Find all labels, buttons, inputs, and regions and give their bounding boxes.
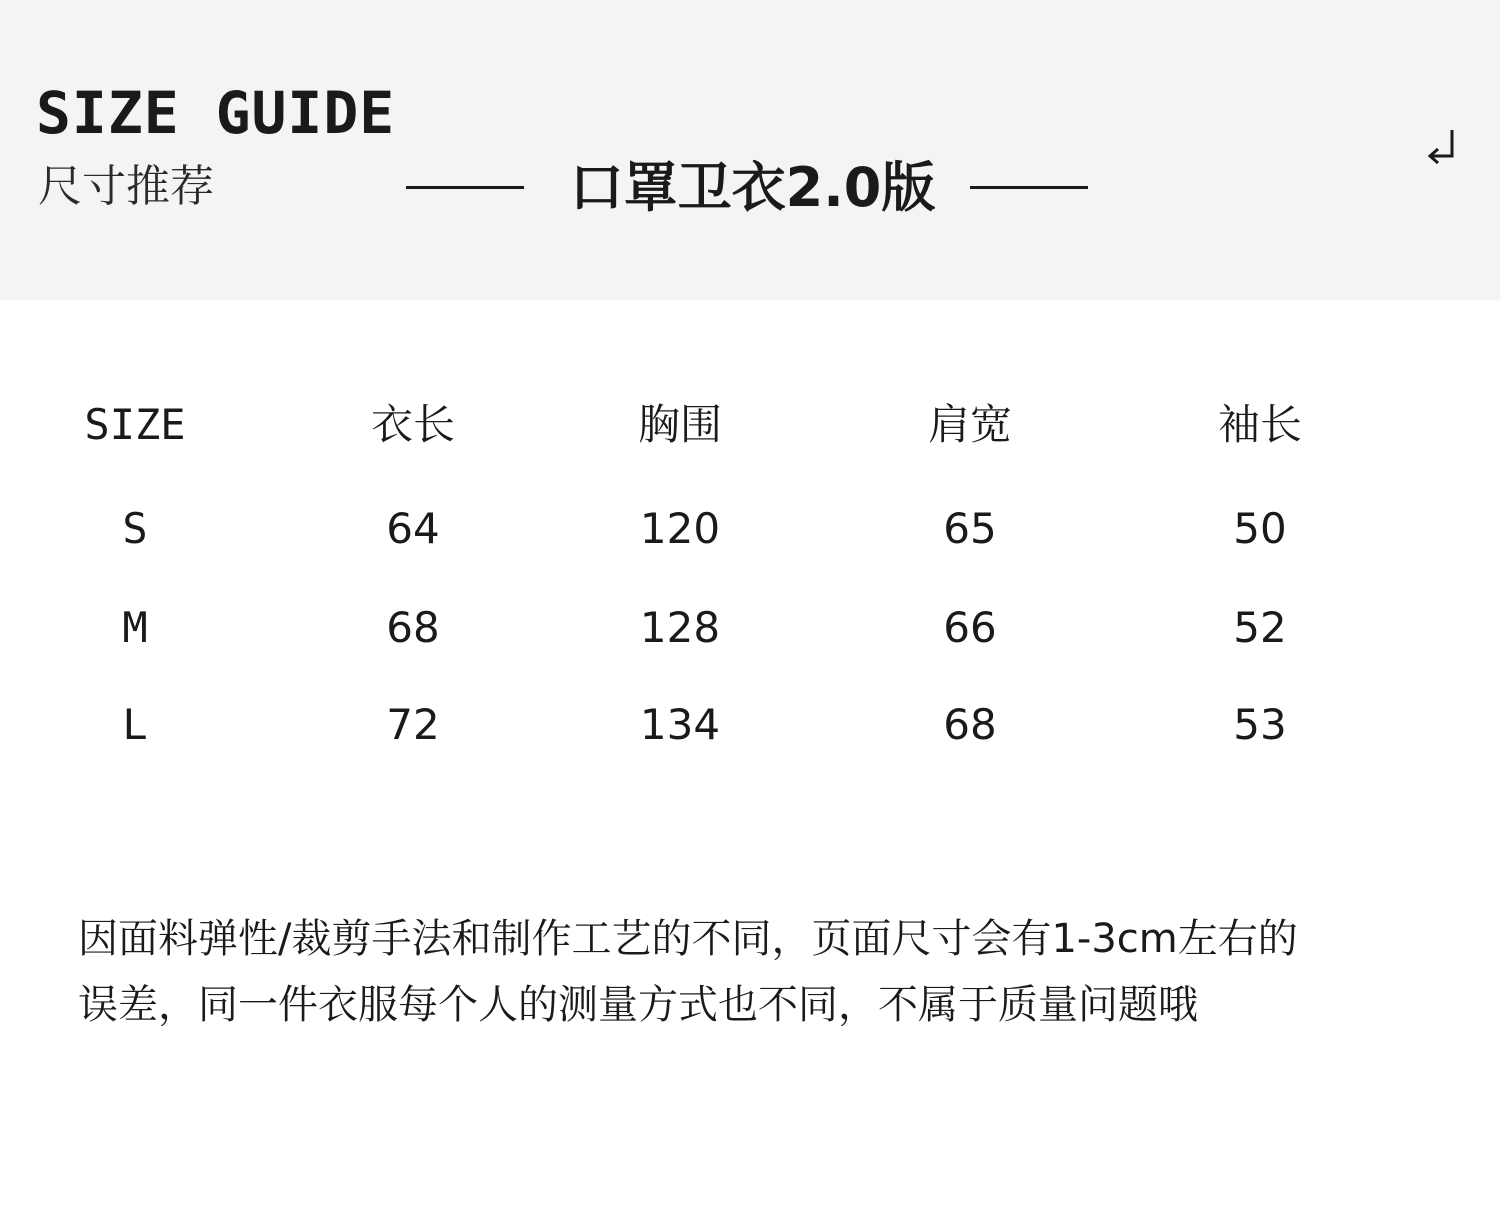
shoulder-cell: 68 — [943, 700, 997, 749]
note-line-1: 因面料弹性/裁剪手法和制作工艺的不同，页面尺寸会有1-3cm左右的 — [78, 916, 1298, 962]
title-chinese: 尺寸推荐 — [38, 161, 214, 212]
column-header-size: SIZE — [84, 400, 186, 449]
column-header-length: 衣长 — [370, 400, 455, 449]
chest-cell: 128 — [639, 603, 721, 652]
chest-cell: 120 — [639, 504, 721, 553]
sleeve-cell: 50 — [1233, 504, 1287, 553]
column-header-chest: 胸围 — [637, 400, 722, 449]
title-english: SIZE GUIDE — [36, 79, 396, 147]
table-row — [0, 494, 1500, 564]
shoulder-cell: 66 — [943, 603, 997, 652]
size-cell: S — [122, 504, 148, 553]
size-cell: L — [122, 700, 148, 749]
divider-right — [970, 186, 1088, 189]
length-cell: 68 — [386, 603, 440, 652]
header-banner — [0, 0, 1500, 300]
chest-cell: 134 — [639, 700, 721, 749]
column-header-sleeve: 袖长 — [1217, 400, 1302, 449]
size-cell: M — [122, 603, 148, 652]
measurement-note — [78, 906, 1418, 1038]
return-arrow-icon — [1424, 126, 1460, 174]
divider-left — [406, 186, 524, 189]
product-name: 口罩卫衣2.0版 — [569, 156, 936, 219]
length-cell: 72 — [386, 700, 440, 749]
table-row — [0, 593, 1500, 663]
column-header-shoulder: 肩宽 — [927, 400, 1012, 449]
table-header-row — [0, 390, 1500, 460]
note-line-2: 误差，同一件衣服每个人的测量方式也不同，不属于质量问题哦 — [78, 982, 1198, 1028]
length-cell: 64 — [386, 504, 440, 553]
shoulder-cell: 65 — [943, 504, 997, 553]
table-row — [0, 690, 1500, 760]
sleeve-cell: 53 — [1233, 700, 1287, 749]
sleeve-cell: 52 — [1233, 603, 1287, 652]
